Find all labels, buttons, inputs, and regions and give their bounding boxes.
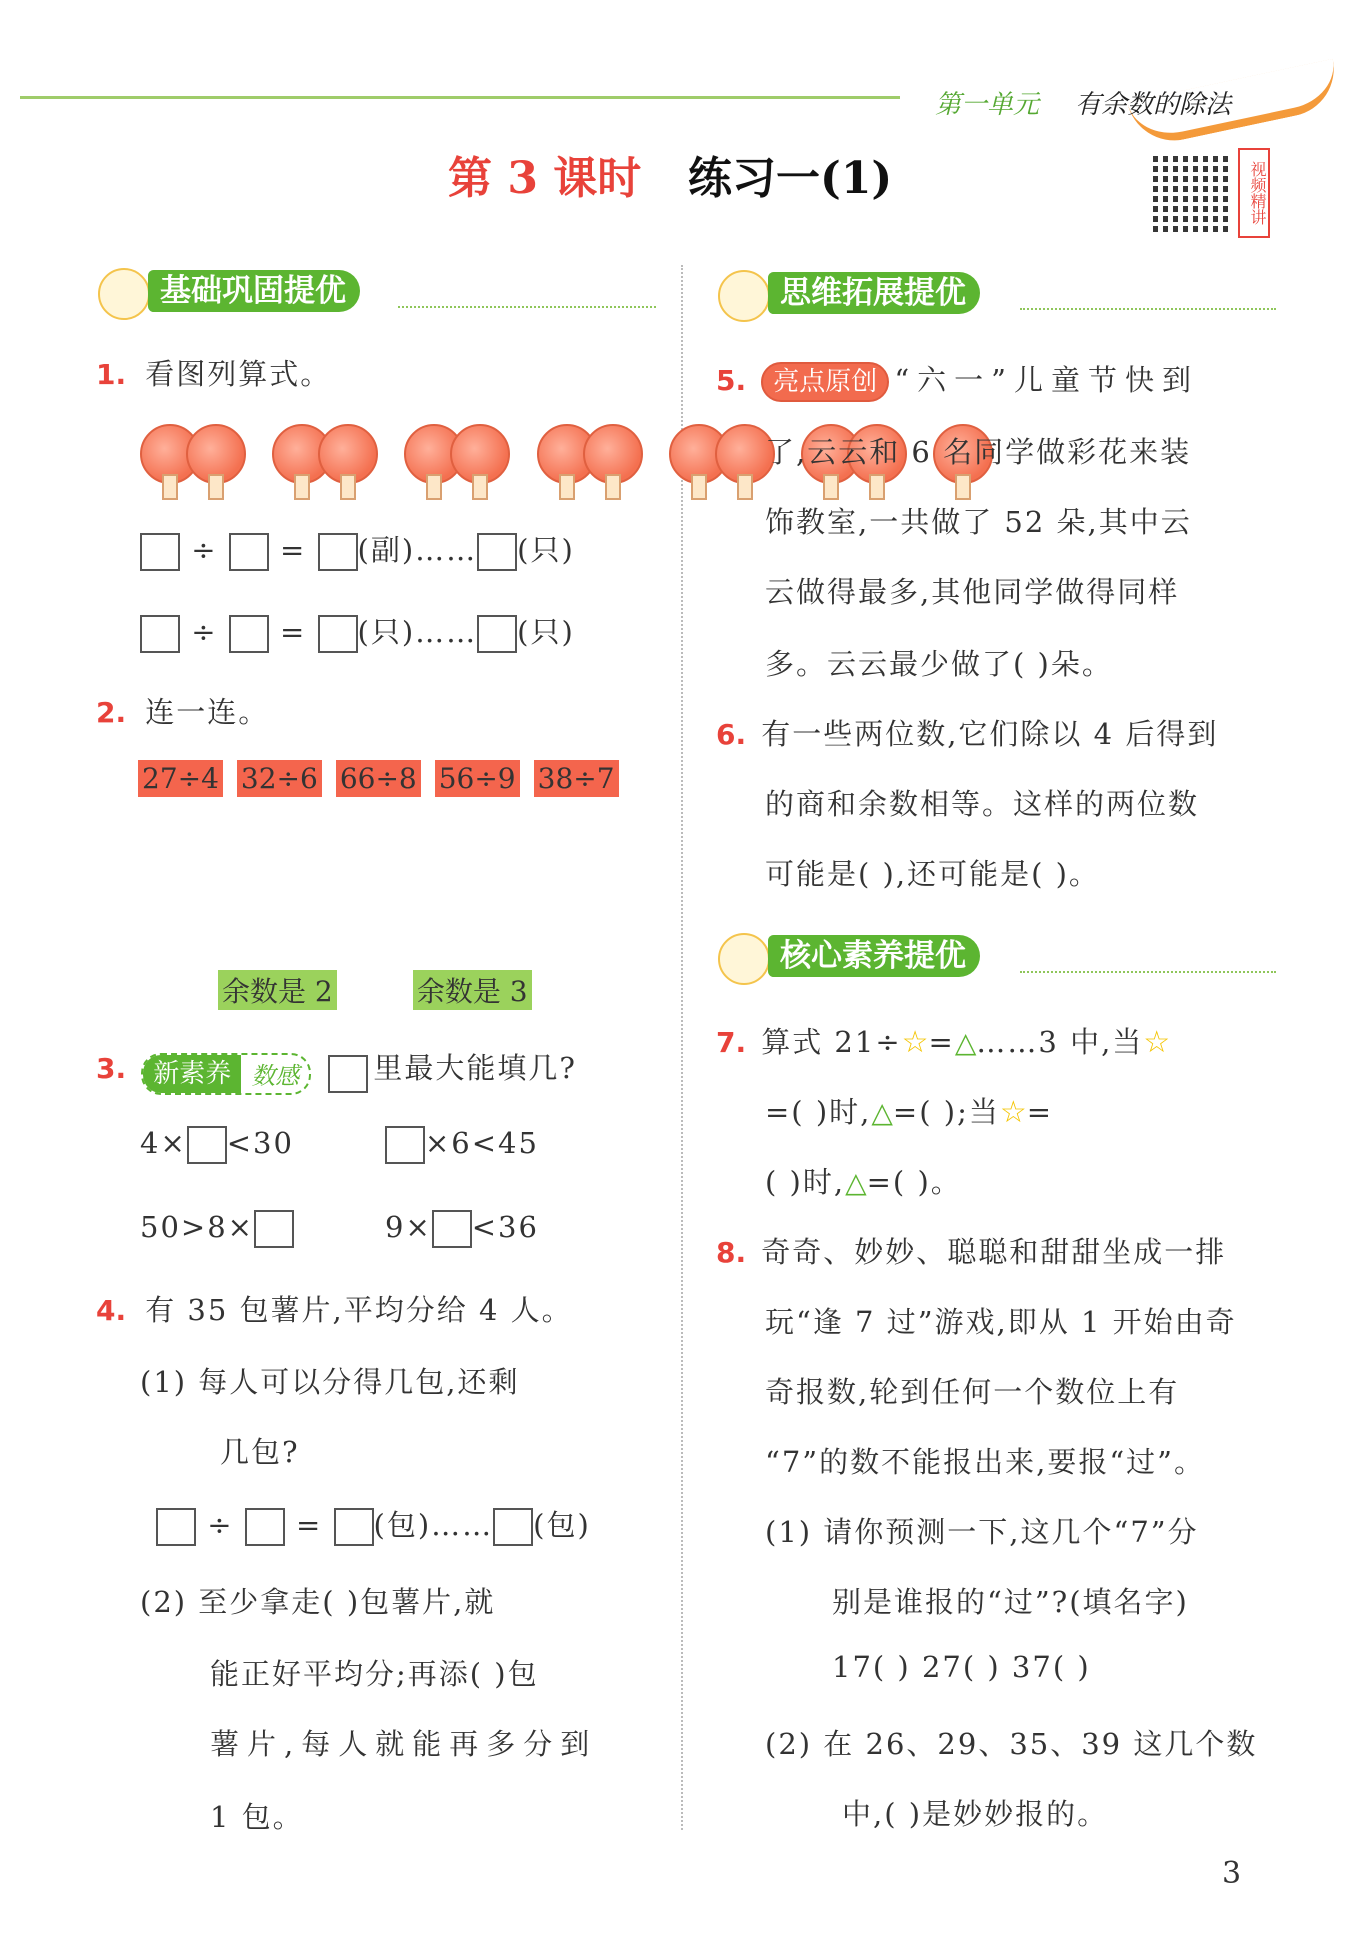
question-1 — [96, 352, 331, 393]
paddle-icon — [318, 424, 378, 484]
question-6: 6. 有一些两位数,它们除以 4 后得到 — [716, 717, 1219, 751]
triangle-icon: △ — [954, 1026, 977, 1059]
answer-box[interactable] — [328, 1055, 368, 1093]
remainder-tag[interactable]: 余数是 2 — [218, 970, 337, 1010]
gear-lightbulb-icon — [98, 268, 150, 320]
equation-tag[interactable]: 56÷9 — [435, 760, 520, 797]
original-tag: 亮点原创 — [761, 362, 889, 402]
column-divider — [681, 265, 683, 1830]
lesson-number: 第 3 课时 — [448, 153, 642, 204]
q8-part2-line2: 中,( )是妙妙报的。 — [842, 1797, 1109, 1831]
paddle-icon — [450, 424, 510, 484]
answer-box[interactable] — [229, 533, 269, 571]
question-2: 2. 连一连。 — [96, 695, 270, 729]
answer-box[interactable] — [385, 1126, 425, 1164]
paddle-icon — [583, 424, 643, 484]
q3-item-2: ×6<45 — [385, 1126, 539, 1164]
q4-part1-line2: 几包? — [220, 1435, 300, 1469]
unit-title: 有余数的除法 — [1075, 90, 1232, 120]
page-number: 3 — [1222, 1856, 1242, 1891]
star-icon: ☆ — [1143, 1025, 1171, 1060]
section-basic — [98, 270, 658, 314]
q5-line2: 了,云云和 6 名同学做彩花来装 — [765, 435, 1192, 469]
q3-item-4: 9× <36 — [385, 1210, 539, 1248]
q8-line4: “7”的数不能报出来,要报“过”。 — [765, 1445, 1205, 1479]
q3-item-1: 4× <30 — [140, 1126, 294, 1164]
paddle-icon — [186, 424, 246, 484]
q8-part1-line2: 别是谁报的“过”?(填名字) — [832, 1585, 1189, 1619]
answer-box[interactable] — [229, 615, 269, 653]
q6-line2: 的商和余数相等。这样的两位数 — [765, 787, 1200, 821]
qr-code-icon[interactable] — [1153, 152, 1233, 232]
q3-item-3: 50>8× — [140, 1210, 294, 1248]
lesson-title: 练习一(1) — [688, 153, 893, 204]
question-5: 5. 亮点原创 “六一”儿童节快到 — [716, 358, 1199, 402]
equation-tag[interactable]: 38÷7 — [534, 760, 619, 797]
q5-line4: 云做得最多,其他同学做得同样 — [765, 575, 1180, 609]
q7-line2: =( )时,△=( );当☆= — [765, 1095, 1054, 1130]
q1-equation-row-2: ÷ = (只)…… (只) — [140, 610, 575, 653]
answer-box[interactable] — [477, 533, 517, 571]
answer-box[interactable] — [254, 1210, 294, 1248]
q4-part2-line3: 薯片,每人就能再多分到 — [210, 1727, 598, 1761]
equation-tag[interactable]: 32÷6 — [237, 760, 322, 797]
answer-box[interactable] — [493, 1508, 533, 1546]
trophy-icon — [718, 933, 770, 985]
answer-box[interactable] — [432, 1210, 472, 1248]
remainder-tag[interactable]: 余数是 3 — [413, 970, 532, 1010]
q8-part2-line1: (2) 在 26、29、35、39 这几个数 — [765, 1727, 1258, 1761]
section-basic-title: 基础巩固提优 — [148, 270, 360, 312]
question-text: 看图列算式。 — [145, 357, 332, 391]
answer-box[interactable] — [477, 615, 517, 653]
q1-equation-row-1: ÷ = (副)…… (只) — [140, 528, 575, 571]
q4-part2-line4: 1 包。 — [210, 1800, 304, 1834]
q4-part1-line1: (1) 每人可以分得几包,还剩 — [140, 1365, 520, 1399]
question-3: 3. 新素养 数感 里最大能填几? — [96, 1046, 577, 1095]
q6-line3: 可能是( ),还可能是( )。 — [765, 857, 1100, 891]
triangle-icon: △ — [845, 1166, 867, 1199]
video-label: 视频精讲 — [1238, 148, 1270, 238]
q2-remainders — [218, 970, 532, 1010]
question-number: 1. — [96, 358, 127, 391]
triangle-icon: △ — [871, 1096, 893, 1129]
star-icon: ☆ — [901, 1025, 929, 1060]
q8-line3: 奇报数,轮到任何一个数位上有 — [765, 1375, 1180, 1409]
q8-part1-line1: (1) 请你预测一下,这几个“7”分 — [765, 1515, 1199, 1549]
unit-label: 第一单元 — [935, 90, 1040, 120]
q2-equations — [138, 760, 619, 797]
question-8: 8. 奇奇、妙妙、聪聪和甜甜坐成一排 — [716, 1235, 1227, 1269]
answer-box[interactable] — [140, 615, 180, 653]
section-thinking-title: 思维拓展提优 — [768, 272, 980, 314]
sprout-icon — [718, 270, 770, 322]
q4-equation: ÷ = (包)…… (包) — [156, 1503, 591, 1546]
new-literacy-tag: 新素养 数感 — [141, 1053, 311, 1095]
answer-box[interactable] — [140, 533, 180, 571]
q8-line2: 玩“逢 7 过”游戏,即从 1 开始由奇 — [765, 1305, 1237, 1339]
answer-box[interactable] — [187, 1126, 227, 1164]
section-core-title: 核心素养提优 — [768, 935, 980, 977]
equation-tag[interactable]: 27÷4 — [138, 760, 223, 797]
section-thinking — [718, 272, 1278, 316]
question-7: 7. 算式 21÷☆=△……3 中,当☆ — [716, 1025, 1171, 1060]
answer-box[interactable] — [318, 615, 358, 653]
q4-part2-line1: (2) 至少拿走( )包薯片,就 — [140, 1585, 496, 1619]
question-4: 4. 有 35 包薯片,平均分给 4 人。 — [96, 1293, 573, 1327]
q7-line3: ( )时,△=( )。 — [765, 1165, 962, 1199]
q4-part2-line2: 能正好平均分;再添( )包 — [210, 1657, 539, 1691]
equation-tag[interactable]: 66÷8 — [336, 760, 421, 797]
answer-box[interactable] — [156, 1508, 196, 1546]
answer-box[interactable] — [318, 533, 358, 571]
section-core — [718, 935, 1278, 979]
q5-line5: 多。云云最少做了( )朵。 — [765, 647, 1113, 681]
q5-line3: 饰教室,一共做了 52 朵,其中云 — [765, 505, 1192, 539]
q8-part1-line3: 17( ) 27( ) 37( ) — [832, 1650, 1091, 1684]
header-rule — [20, 96, 900, 99]
answer-box[interactable] — [245, 1508, 285, 1546]
answer-box[interactable] — [334, 1508, 374, 1546]
star-icon: ☆ — [999, 1095, 1027, 1130]
